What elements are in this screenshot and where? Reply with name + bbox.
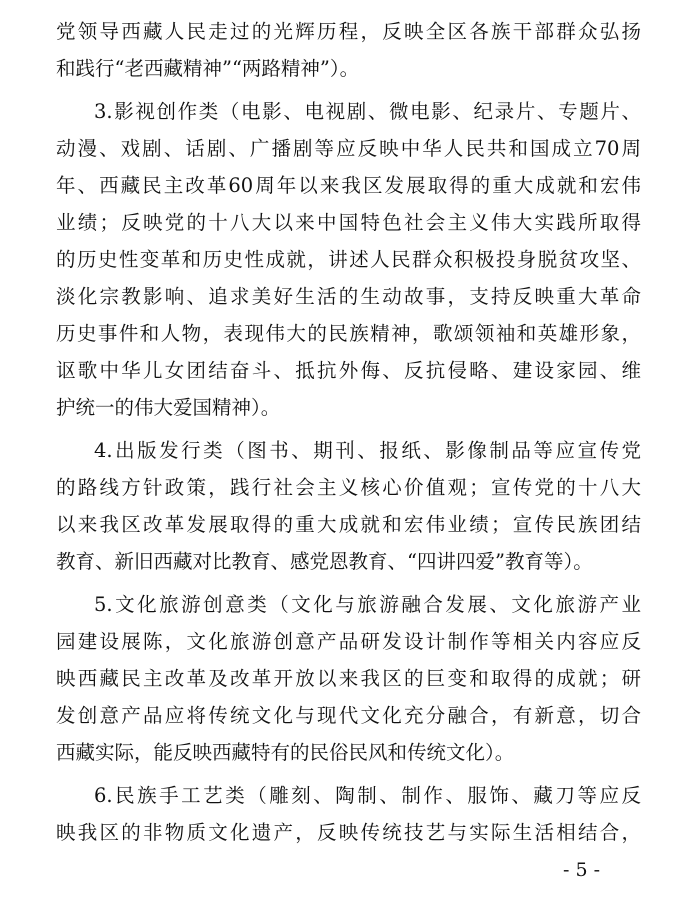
text-line: 的路线方针政策，践行社会主义核心价值观；宣传党的十八大 [56, 476, 641, 499]
section-6-heading-line: 6.民族手工艺类（雕刻、陶制、制作、服饰、藏刀等应反 [94, 784, 641, 807]
text-line: 讴歌中华儿女团结奋斗、抵抗外侮、反抗侵略、建设家园、维 [56, 359, 641, 382]
text-line: 和践行“老西藏精神”“两路精神”）。 [56, 57, 360, 80]
text-line: 以来我区改革发展取得的重大成就和宏伟业绩；宣传民族团结 [56, 513, 641, 536]
text-line: 映西藏民主改革及改革开放以来我区的巨变和取得的成就；研 [56, 667, 641, 690]
section-3-heading-line: 3.影视创作类（电影、电视剧、微电影、纪录片、专题片、 [94, 100, 641, 123]
text-line: 业绩；反映党的十八大以来中国特色社会主义伟大实践所取得 [56, 211, 641, 234]
text-line: 年、西藏民主改革60周年以来我区发展取得的重大成就和宏伟 [56, 174, 641, 197]
text-line: 发创意产品应将传统文化与现代文化充分融合，有新意，切合 [56, 704, 641, 727]
text-line: 淡化宗教影响、追求美好生活的生动故事，支持反映重大革命 [56, 285, 641, 308]
text-line: 护统一的伟大爱国精神）。 [56, 396, 281, 419]
page-number: - 5 - [562, 859, 600, 881]
text-line: 历史事件和人物，表现伟大的民族精神，歌颂领袖和英雄形象， [56, 322, 641, 345]
text-line: 园建设展陈，文化旅游创意产品研发设计制作等相关内容应反 [56, 630, 641, 653]
text-line: 动漫、戏剧、话剧、广播剧等应反映中华人民共和国成立70周 [56, 137, 641, 160]
section-4-heading-line: 4.出版发行类（图书、期刊、报纸、影像制品等应宣传党 [94, 439, 641, 462]
text-line: 的历史性变革和历史性成就，讲述人民群众积极投身脱贫攻坚、 [56, 248, 641, 271]
text-line: 党领导西藏人民走过的光辉历程，反映全区各族干部群众弘扬 [56, 20, 641, 43]
text-line: 教育、新旧西藏对比教育、感党恩教育、“四讲四爱”教育等）。 [56, 550, 593, 573]
text-line: 西藏实际，能反映西藏特有的民俗民风和传统文化）。 [56, 741, 515, 764]
section-5-heading-line: 5.文化旅游创意类（文化与旅游融合发展、文化旅游产业 [94, 593, 641, 616]
text-line: 映我区的非物质文化遗产，反映传统技艺与实际生活相结合， [56, 821, 641, 844]
